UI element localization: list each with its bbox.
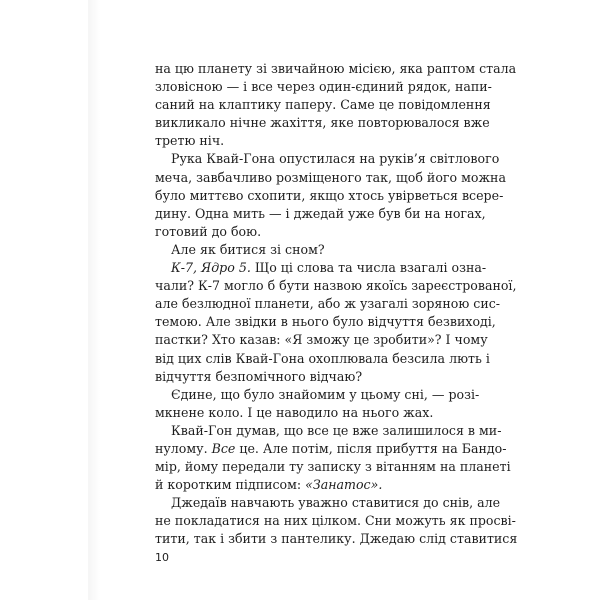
text-line bbox=[155, 150, 500, 168]
text-segment: дину. Одна мить — і джедай уже був би на ногах, bbox=[155, 205, 486, 221]
text-segment: Єдине, що було знайомим у цьому сні, — розі- bbox=[171, 386, 480, 402]
text-line bbox=[155, 458, 511, 476]
text-segment: Що ці слова та числа взагалі озна- bbox=[250, 260, 487, 276]
italic-text: Все bbox=[211, 440, 236, 456]
text-line bbox=[155, 350, 490, 368]
text-segment: викликало нічне жахіття, яке повторювалося вже bbox=[155, 115, 490, 131]
text-segment: зловісною — і все через один-єдиний рядок, напи- bbox=[155, 79, 492, 95]
text-line bbox=[155, 331, 488, 349]
text-segment: тити, так і збити з пантелику. Джедаю слід ставитися bbox=[155, 531, 518, 547]
text-line bbox=[155, 277, 517, 295]
text-segment: це. Але потім, після прибуття на Бандо- bbox=[235, 440, 507, 456]
text-segment: Джедаїв навчають уважно ставитися до снів, але bbox=[171, 495, 501, 511]
text-segment: на цю планету зі звичайною місією, яка раптом стала bbox=[155, 61, 517, 76]
body-text bbox=[155, 60, 518, 549]
text-line bbox=[155, 368, 457, 386]
text-line bbox=[155, 187, 504, 205]
text-line bbox=[155, 114, 490, 132]
text-line bbox=[155, 476, 457, 494]
text-line bbox=[155, 530, 518, 548]
text-segment: не покладатися на них цілком. Сни можуть як просві- bbox=[155, 513, 516, 529]
text-line bbox=[155, 512, 516, 530]
italic-text: К-7, Ядро 5. bbox=[171, 260, 251, 276]
text-line bbox=[155, 386, 480, 404]
text-segment: було миттєво схопити, якщо хтось увірветься всере- bbox=[155, 187, 504, 203]
text-segment: нулому. bbox=[155, 440, 212, 456]
text-segment: мір, йому передали ту записку з вітанням на планеті bbox=[155, 459, 511, 475]
text-segment: Квай-Гон думав, що все це вже залишилося в ми- bbox=[171, 422, 502, 438]
text-segment: Але як битися зі сном? bbox=[171, 241, 325, 257]
text-line bbox=[155, 132, 457, 150]
text-segment: й коротким підписом: bbox=[155, 477, 306, 493]
text-segment: чали? К-7 могло б бути назвою якоїсь зареєстрованої, bbox=[155, 278, 517, 294]
page-edge-shadow bbox=[88, 0, 100, 600]
text-line bbox=[155, 313, 496, 331]
text-segment: готовий до бою. bbox=[155, 223, 262, 239]
text-segment: пастки? Хто казав: «Я зможу це зробити»? І чому bbox=[155, 332, 488, 348]
text-line bbox=[155, 96, 491, 114]
page-number: 10 bbox=[155, 551, 169, 564]
text-line bbox=[155, 169, 506, 187]
text-segment: саний на клаптику паперу. Саме це повідомлення bbox=[155, 97, 491, 113]
text-line bbox=[155, 223, 457, 241]
text-line bbox=[155, 422, 502, 440]
text-line bbox=[155, 494, 501, 512]
text-segment: мкнене коло. І це наводило на нього жах. bbox=[155, 404, 434, 420]
text-line bbox=[155, 241, 457, 259]
text-line bbox=[155, 295, 501, 313]
text-line bbox=[155, 78, 492, 96]
italic-text: «Занатос». bbox=[305, 477, 383, 493]
text-line bbox=[155, 440, 507, 458]
text-segment: але безлюдної планети, або ж узагалі зоряною сис- bbox=[155, 296, 501, 312]
text-line bbox=[155, 60, 517, 78]
text-line bbox=[155, 259, 487, 277]
text-segment: від цих слів Квай-Гона охоплювала безсила лють і bbox=[155, 350, 490, 366]
text-line bbox=[155, 404, 457, 422]
text-segment: відчуття безпомічного відчаю? bbox=[155, 368, 363, 384]
text-segment: меча, завбачливо розміщеного так, щоб його можна bbox=[155, 169, 506, 185]
text-segment: темою. Але звідки в нього було відчуття безвиході, bbox=[155, 314, 496, 330]
text-segment: Рука Квай-Гона опустилася на руків’я світлового bbox=[171, 151, 500, 167]
text-segment: третю ніч. bbox=[155, 133, 225, 149]
text-line bbox=[155, 205, 486, 223]
